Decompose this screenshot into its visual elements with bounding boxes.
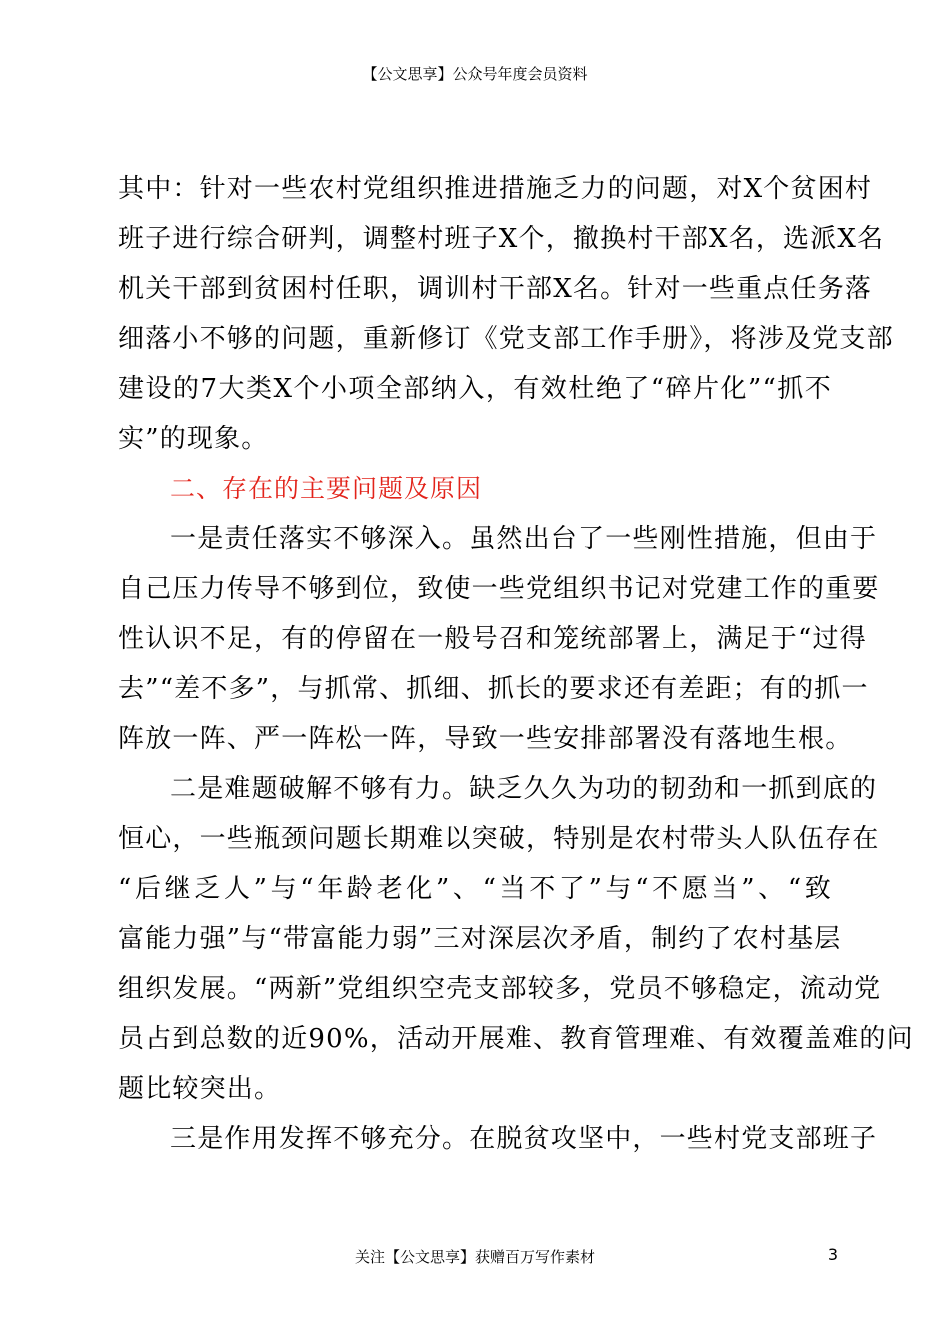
paragraph-1-line: 其中：针对一些农村党组织推进措施乏力的问题，对X个贫困村 [118,174,873,204]
paragraph-4-line: 三是作用发挥不够充分。在脱贫攻坚中，一些村党支部班子 [170,1124,878,1154]
paragraph-1-line: 机关干部到贫困村任职，调训村干部X名。针对一些重点任务落 [118,274,873,304]
paragraph-2-line: 一是责任落实不够深入。虽然出台了一些刚性措施，但由于 [170,524,878,554]
paragraph-2-line: 阵放一阵、严一阵松一阵，导致一些安排部署没有落地生根。 [118,724,853,754]
document-body [118,164,914,1164]
paragraph-3-line: 员占到总数的近90%，活动开展难、教育管理难、有效覆盖难的问 [118,1024,914,1054]
paragraph-3-line: 恒心，一些瓶颈问题长期难以突破，特别是农村带头人队伍存在 [118,824,880,854]
paragraph-1-line: 班子进行综合研判，调整村班子X个，撤换村干部X名，选派X名 [118,224,885,254]
paragraph-2-line: 性认识不足，有的停留在一般号召和笼统部署上，满足于“过得 [118,624,867,654]
paragraph-1-line: 建设的7大类X个小项全部纳入，有效杜绝了“碎片化”“抓不 [118,374,832,404]
paragraph-3-line: 题比较突出。 [118,1074,282,1104]
paragraph-2-line: 自己压力传导不够到位，致使一些党组织书记对党建工作的重要 [118,574,880,604]
paragraph-1-line: 实”的现象。 [118,424,269,454]
paragraph-3-line: 二是难题破解不够有力。缺乏久久为功的韧劲和一抓到底的 [170,774,878,804]
paragraph-3-line: “后继乏人”与“年龄老化”、“当不了”与“不愿当”、“致 [118,874,832,904]
page-header: 【公文思享】公众号年度会员资料 [362,65,588,83]
paragraph-3-line: 富能力强”与“带富能力弱”三对深层次矛盾，制约了农村基层 [118,924,842,954]
paragraph-1-line: 细落小不够的问题，重新修订《党支部工作手册》，将涉及党支部 [118,324,894,354]
page-number: 3 [827,1245,838,1264]
paragraph-3-line: 组织发展。“两新”党组织空壳支部较多，党员不够稳定，流动党 [118,974,882,1004]
paragraph-2-line: 去”“差不多”，与抓常、抓细、抓长的要求还有差距；有的抓一 [118,674,869,704]
section-heading: 二、存在的主要问题及原因 [170,474,483,503]
page-footer: 关注【公文思享】获赠百万写作素材 [354,1248,595,1266]
